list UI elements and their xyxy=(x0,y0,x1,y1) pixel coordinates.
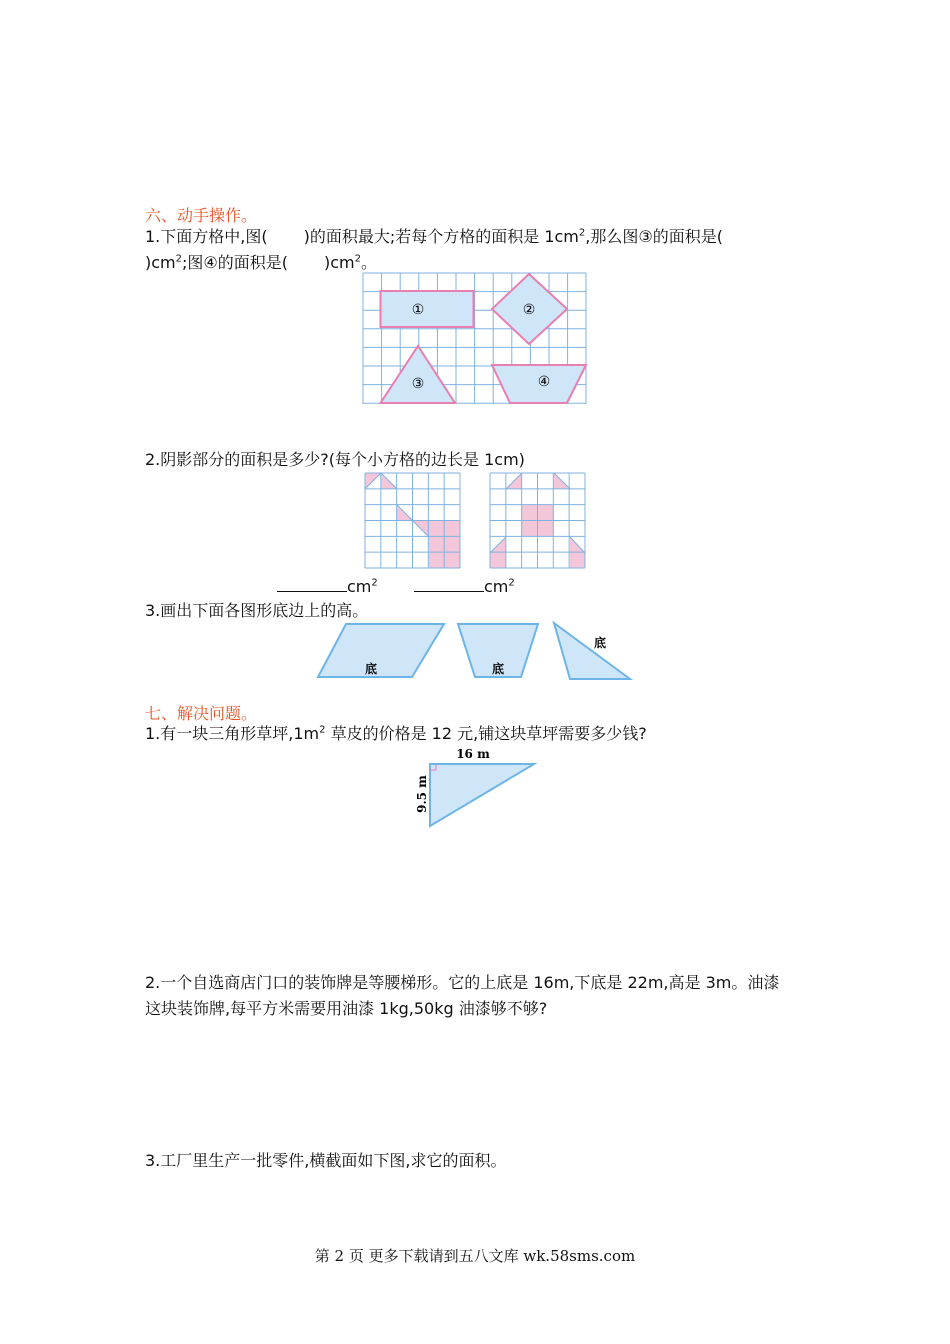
q71-sup: 2 xyxy=(319,724,326,736)
q61-sup: 2 xyxy=(578,227,586,239)
q71-text-a: 1.有一块三角形草坪,1m xyxy=(145,724,320,743)
question-6-3: 3.画出下面各图形底边上的高。 xyxy=(145,601,369,620)
shape-label-4: ④ xyxy=(537,374,551,390)
q61-l2-sup1: 2 xyxy=(175,253,182,265)
answer-unit-left: cm xyxy=(347,577,372,596)
shapes-grid-figure xyxy=(362,272,588,405)
question-6-1-line1 xyxy=(145,224,723,250)
q61-l2-b: ;图④的面积是( xyxy=(182,253,288,272)
triangle-base-label: 底 xyxy=(593,636,607,650)
q61-text-b: )的面积最大;若每个方格的面积是 1cm xyxy=(303,227,579,246)
q61-l2-sup2: 2 xyxy=(354,253,361,265)
answer-blank-right xyxy=(414,574,515,600)
shape-triangle xyxy=(381,346,456,403)
question-7-1 xyxy=(145,721,647,747)
triangle-shape xyxy=(554,623,630,679)
q71-text-b: 草皮的价格是 12 元,铺这块草坪需要多少钱? xyxy=(325,724,647,743)
q61-text-a: 1.下面方格中,图( xyxy=(145,227,268,246)
answer-line-right[interactable] xyxy=(414,576,484,592)
answer-unit-sup-right: 2 xyxy=(508,577,515,589)
page-footer: 第 2 页 更多下载请到五八文库 wk.58sms.com xyxy=(314,1247,636,1265)
right-triangle-figure xyxy=(410,744,540,830)
question-6-2: 2.阴影部分的面积是多少?(每个小方格的边长是 1cm) xyxy=(145,450,525,469)
shape-rectangle xyxy=(381,291,474,327)
answer-unit-sup-left: 2 xyxy=(371,577,378,589)
section-six-title: 六、动手操作。 xyxy=(145,206,258,225)
question-7-2-line1: 2.一个自选商店门口的装饰牌是等腰梯形。它的上底是 16m,下底是 22m,高是 3m。油漆 xyxy=(145,973,780,992)
right-triangle-shape xyxy=(430,764,534,826)
question-7-2-line2: 这块装饰牌,每平方米需要用油漆 1kg,50kg 油漆够不够? xyxy=(145,999,548,1018)
q61-l2-a: )cm xyxy=(145,253,176,272)
shaded-grid-right xyxy=(489,472,586,569)
width-label: 16 m xyxy=(456,747,490,761)
question-6-1-line2 xyxy=(145,250,377,276)
q61-text-c: ,那么图③的面积是( xyxy=(585,227,723,246)
section-seven-title: 七、解决问题。 xyxy=(145,704,258,723)
shape-label-3: ③ xyxy=(411,376,425,392)
parallelogram-shape xyxy=(318,624,444,677)
answer-unit-right: cm xyxy=(484,577,509,596)
answer-blank-left xyxy=(277,574,378,600)
q61-l2-d: 。 xyxy=(360,253,377,272)
question-7-3: 3.工厂里生产一批零件,横截面如下图,求它的面积。 xyxy=(145,1151,507,1170)
q61-l2-c: )cm xyxy=(323,253,355,272)
height-label: 9.5 m xyxy=(415,775,429,813)
base-height-figures xyxy=(316,620,636,682)
trapezoid-base-label: 底 xyxy=(491,662,505,676)
shape-label-2: ② xyxy=(522,302,536,318)
shape-label-1: ① xyxy=(411,302,425,318)
parallelogram-base-label: 底 xyxy=(364,662,378,676)
shaded-grid-left xyxy=(364,472,461,569)
answer-line-left[interactable] xyxy=(277,576,347,592)
